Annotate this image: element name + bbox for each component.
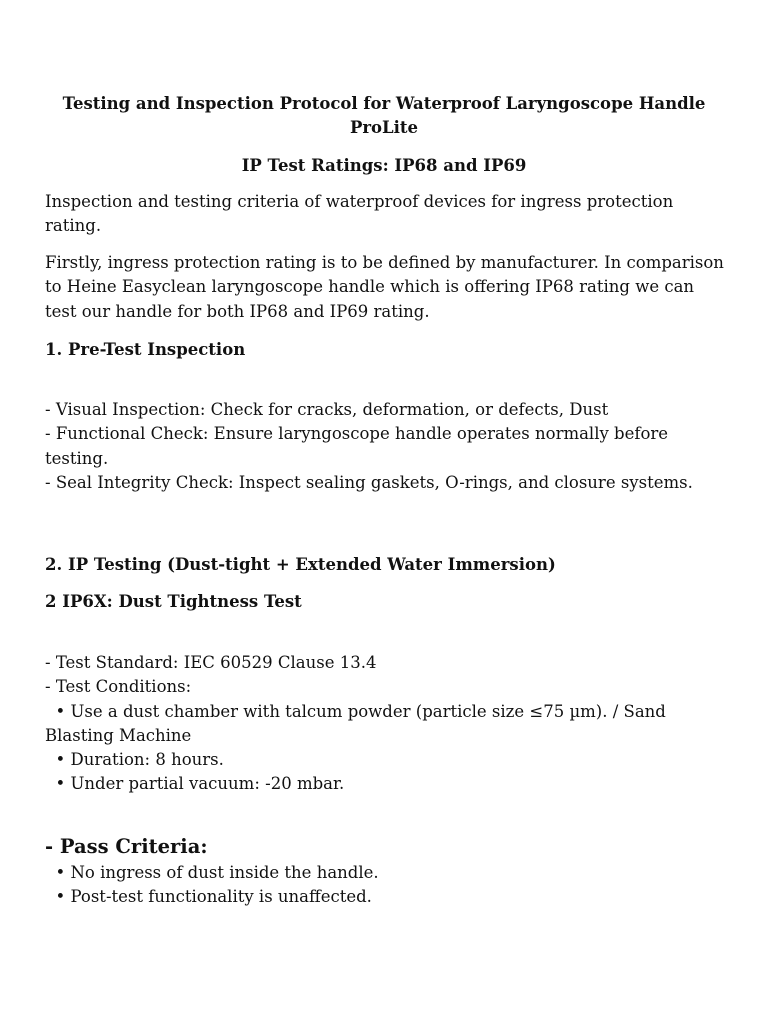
section-1-heading: 1. Pre-Test Inspection bbox=[45, 340, 246, 359]
document-title: Testing and Inspection Protocol for Waterproof Laryngoscope Handle ProLite bbox=[62, 94, 706, 137]
pass-criteria-list bbox=[45, 861, 725, 910]
section-1-list bbox=[45, 398, 725, 495]
list-item-test-conditions: - Test Conditions: bbox=[45, 677, 192, 697]
list-item-partial-vacuum: • Under partial vacuum: -20 mbar. bbox=[45, 774, 345, 794]
pass-criteria-heading: - Pass Criteria: bbox=[45, 835, 208, 858]
list-item-dust-chamber: • Use a dust chamber with talcum powder (particle size ≤75 µm). / Sand Blasting Machine bbox=[45, 701, 672, 745]
section-2-list bbox=[45, 651, 725, 797]
document-subtitle: IP Test Ratings: IP68 and IP69 bbox=[241, 156, 527, 175]
list-item-seal-integrity-check: - Seal Integrity Check: Inspect sealing gaskets, O-rings, and closure systems. bbox=[45, 472, 693, 492]
list-item-no-dust-ingress: • No ingress of dust inside the handle. bbox=[45, 863, 379, 882]
list-item-functional-check: - Functional Check: Ensure laryngoscope handle operates normally before testing. bbox=[45, 424, 674, 468]
section-2-subheading: 2 IP6X: Dust Tightness Test bbox=[45, 592, 302, 611]
manufacturer-paragraph: Firstly, ingress protection rating is to be defined by manufacturer. In comparison to Heine Easyclean laryngoscope handle which is offering IP68 rating we can test our handle for both IP68 and IP69 rating. bbox=[45, 253, 724, 321]
list-item-duration: • Duration: 8 hours. bbox=[45, 750, 224, 770]
list-item-test-standard: - Test Standard: IEC 60529 Clause 13.4 bbox=[45, 653, 377, 672]
list-item-functionality-unaffected: • Post-test functionality is unaffected. bbox=[45, 887, 372, 907]
intro-paragraph: Inspection and testing criteria of waterproof devices for ingress protection rating. bbox=[45, 192, 674, 236]
section-2-heading: 2. IP Testing (Dust-tight + Extended Water Immersion) bbox=[45, 555, 556, 574]
list-item-visual-inspection: - Visual Inspection: Check for cracks, deformation, or defects, Dust bbox=[45, 400, 609, 419]
